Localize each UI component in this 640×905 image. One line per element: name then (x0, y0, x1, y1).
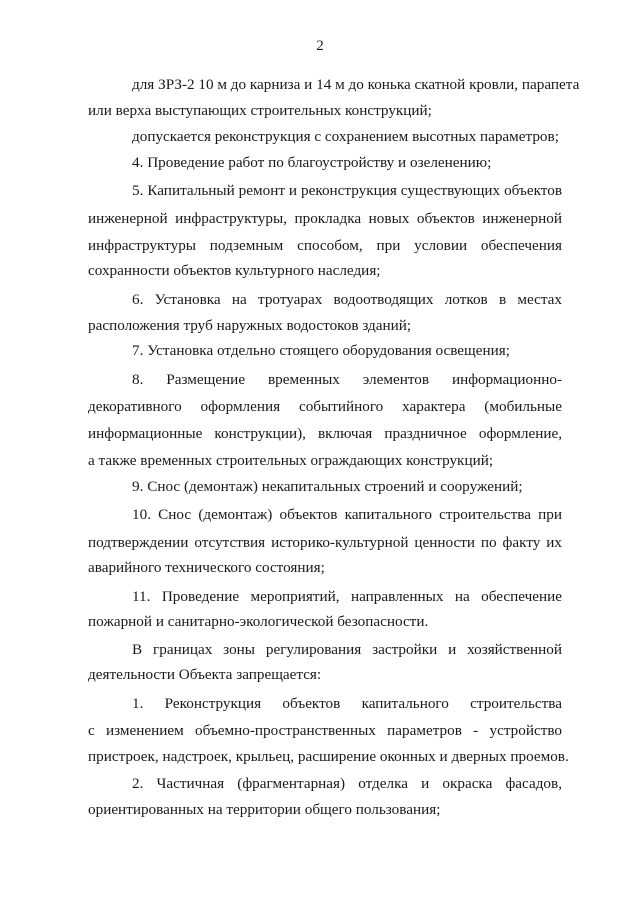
text-line: 8. Размещение временных элементов информационно- (132, 371, 562, 388)
text-line: сохранности объектов культурного наследия; (88, 262, 381, 279)
text-line: В границах зоны регулирования застройки и хозяйственной (132, 641, 562, 658)
text-line: 2. Частичная (фрагментарная) отделка и окраска фасадов, (132, 775, 562, 792)
text-line: допускается реконструкция с сохранением высотных параметров; (132, 128, 559, 145)
text-line: с изменением объемно-пространственных параметров - устройство (88, 722, 562, 739)
text-line: 5. Капитальный ремонт и реконструкция существующих объектов (132, 182, 562, 199)
text-line: а также временных строительных ограждающих конструкций; (88, 452, 494, 469)
text-line: декоративного оформления событийного характера (мобильные (88, 398, 562, 415)
text-line: пожарной и санитарно-экологической безопасности. (88, 613, 429, 630)
text-line: информационные конструкции), включая праздничное оформление, (88, 425, 562, 442)
text-line: ориентированных на территории общего пользования; (88, 801, 441, 818)
text-line: для ЗРЗ-2 10 м до карниза и 14 м до конька скатной кровли, парапета (132, 76, 580, 93)
text-line: инженерной инфраструктуры, прокладка новых объектов инженерной (88, 210, 562, 227)
text-line: расположения труб наружных водостоков зданий; (88, 317, 412, 334)
text-line: подтверждении отсутствия историко-культурной ценности по факту их (88, 534, 562, 551)
text-line: 7. Установка отдельно стоящего оборудования освещения; (132, 342, 510, 359)
text-line: инфраструктуры подземным способом, при условии обеспечения (88, 237, 562, 254)
text-line: деятельности Объекта запрещается: (88, 666, 322, 683)
text-line: 11. Проведение мероприятий, направленных на обеспечение (132, 588, 562, 605)
text-line: 6. Установка на тротуарах водоотводящих лотков в местах (132, 291, 562, 308)
text-line: 9. Снос (демонтаж) некапитальных строений и сооружений; (132, 478, 523, 495)
text-line: 4. Проведение работ по благоустройству и озеленению; (132, 154, 492, 171)
text-line: 1. Реконструкция объектов капитального строительства (132, 695, 562, 712)
page-number: 2 (316, 38, 324, 54)
text-line: пристроек, надстроек, крыльец, расширение оконных и дверных проемов. (88, 748, 569, 765)
text-line: аварийного технического состояния; (88, 559, 325, 576)
text-line: или верха выступающих строительных конструкций; (88, 102, 432, 119)
text-line: 10. Снос (демонтаж) объектов капитального строительства при (132, 506, 562, 523)
